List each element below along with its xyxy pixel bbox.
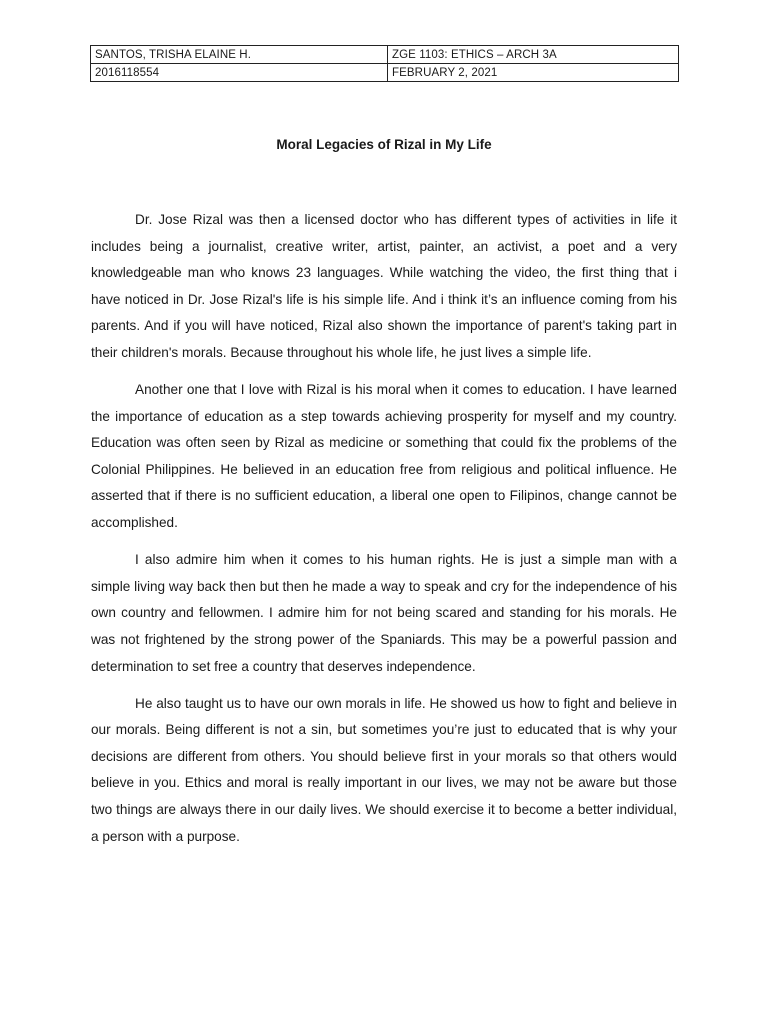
paragraph-2: Another one that I love with Rizal is his moral when it comes to education. I have learned the importance of education as a step towards achieving prosperity for myself and my country. Education was often seen by Rizal as medicine or something that could fix the problems of the Colonial Philippines. He believed in an education free from religious and political influence. He asserted that if there is no sufficient education, a liberal one open to Filipinos, change cannot be accomplished. (91, 382, 677, 531)
submission-date: FEBRUARY 2, 2021 (388, 64, 679, 82)
course-section: ZGE 1103: ETHICS – ARCH 3A (388, 46, 679, 64)
student-name: SANTOS, TRISHA ELAINE H. (91, 46, 388, 64)
header-row-1 (91, 46, 679, 64)
header-table (90, 45, 679, 82)
paragraph-1: Dr. Jose Rizal was then a licensed doctor who has different types of activities in life it includes being a journalist, creative writer, artist, painter, an activist, a poet and a very knowledgeable man who knows 23 languages. While watching the video, the first thing that i have noticed in Dr. Jose Rizal's life is his simple life. And i think it’s an influence coming from his parents. And if you will have noticed, Rizal also shown the importance of parent's taking part in their children's morals. Because throughout his whole life, he just lives a simple life. (91, 212, 677, 360)
paragraph-4: He also taught us to have our own morals in life. He showed us how to fight and believe in our morals. Being different is not a sin, but sometimes you’re just to educated that is why your decisions are different from others. You should believe first in your morals so that others would believe in you. Ethics and moral is really important in our lives, we may not be aware but those two things are always there in our daily lives. We should exercise it to become a better individual, a person with a purpose. (91, 695, 677, 844)
essay-body (91, 207, 677, 861)
document-title: Moral Legacies of Rizal in My Life (276, 137, 492, 152)
header-row-2 (91, 64, 679, 82)
student-id: 2016118554 (91, 64, 388, 82)
paragraph-3: I also admire him when it comes to his human rights. He is just a simple man with a simple living way back then but then he made a way to speak and cry for the independence of his own country and fellowmen. I admire him for not being scared and standing for his morals. He was not frightened by the strong power of the Spaniards. This may be a powerful passion and determination to set free a country that deserves independence. (91, 552, 677, 674)
